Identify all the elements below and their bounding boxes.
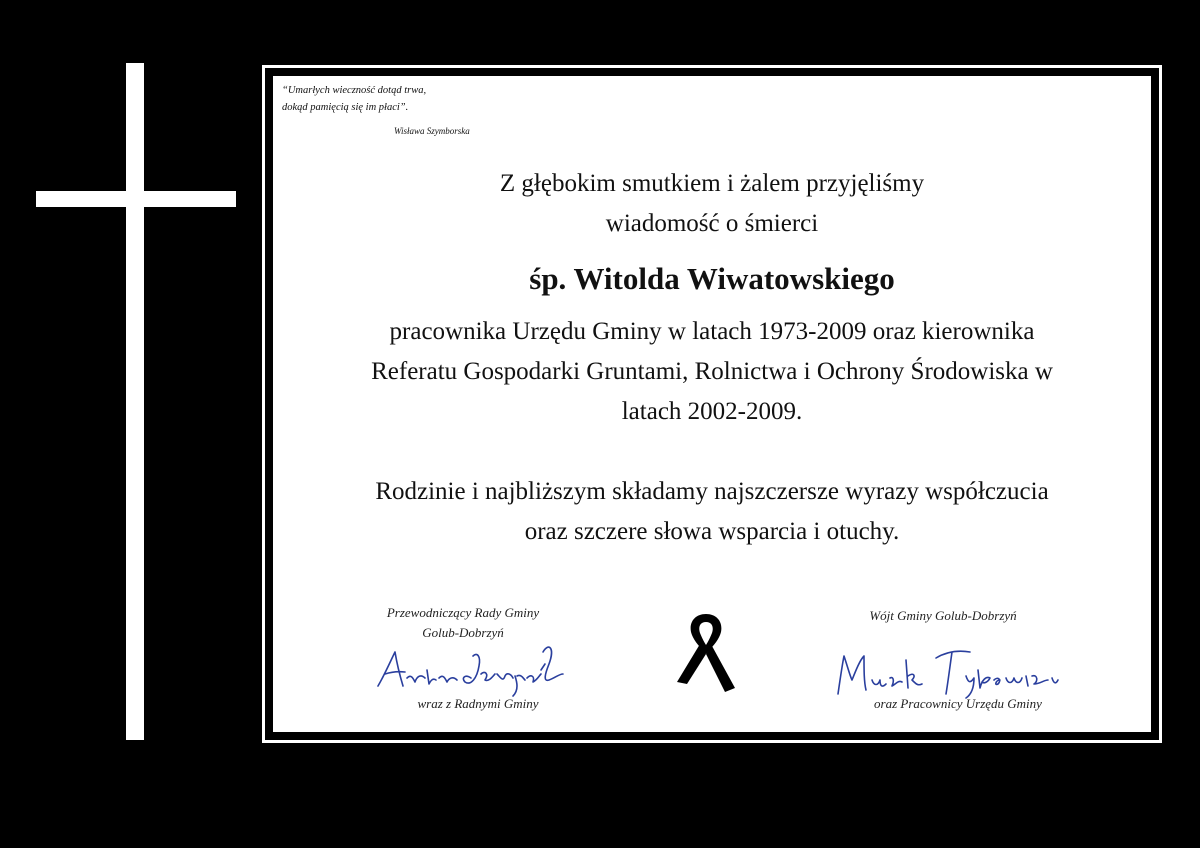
intro-text [273,164,1151,244]
description-line-1: pracownika Urzędu Gminy w latach 1973-2009 oraz kierownika [389,318,1035,345]
condolences [273,472,1151,552]
condolences-line-1: Rodzinie i najbliższym składamy najszczersze wyrazy współczucia [375,478,1049,505]
intro-line-2: wiadomość o śmierci [605,210,819,237]
quote-line-1: “Umarłych wieczność dotąd trwa, [282,85,427,96]
description-line-3: latach 2002-2009. [621,398,803,425]
left-signatory-sub: wraz z Radnymi Gminy [417,696,539,711]
description-line-2: Referatu Gospodarki Gruntami, Rolnictwa i Ochrony Środowiska w [371,358,1053,385]
intro-line-1: Z głębokim smutkiem i żalem przyjęliśmy [499,170,925,197]
condolences-line-2: oraz szczere słowa wsparcia i otuchy. [524,518,900,545]
quote-line-2: dokąd pamięcią się im płaci”. [282,102,409,113]
condolence-card [273,76,1151,732]
right-signatory-title: Wójt Gminy Golub-Dobrzyń [869,608,1017,623]
quote [282,82,426,116]
cross-icon-arm [36,191,236,207]
right-signature [828,636,1068,700]
mourning-ribbon-icon [673,608,739,698]
left-title-line-2: Golub-Dobrzyń [422,625,504,640]
description [273,312,1151,432]
quote-author: Wisława Szymborska [394,126,470,136]
right-signatory-sub: oraz Pracownicy Urzędu Gminy [874,696,1042,711]
cross-icon [126,63,144,740]
left-signature [373,634,573,698]
deceased-name: śp. Witolda Wiwatowskiego [529,261,895,296]
left-title-line-1: Przewodniczący Rady Gminy [386,605,540,620]
